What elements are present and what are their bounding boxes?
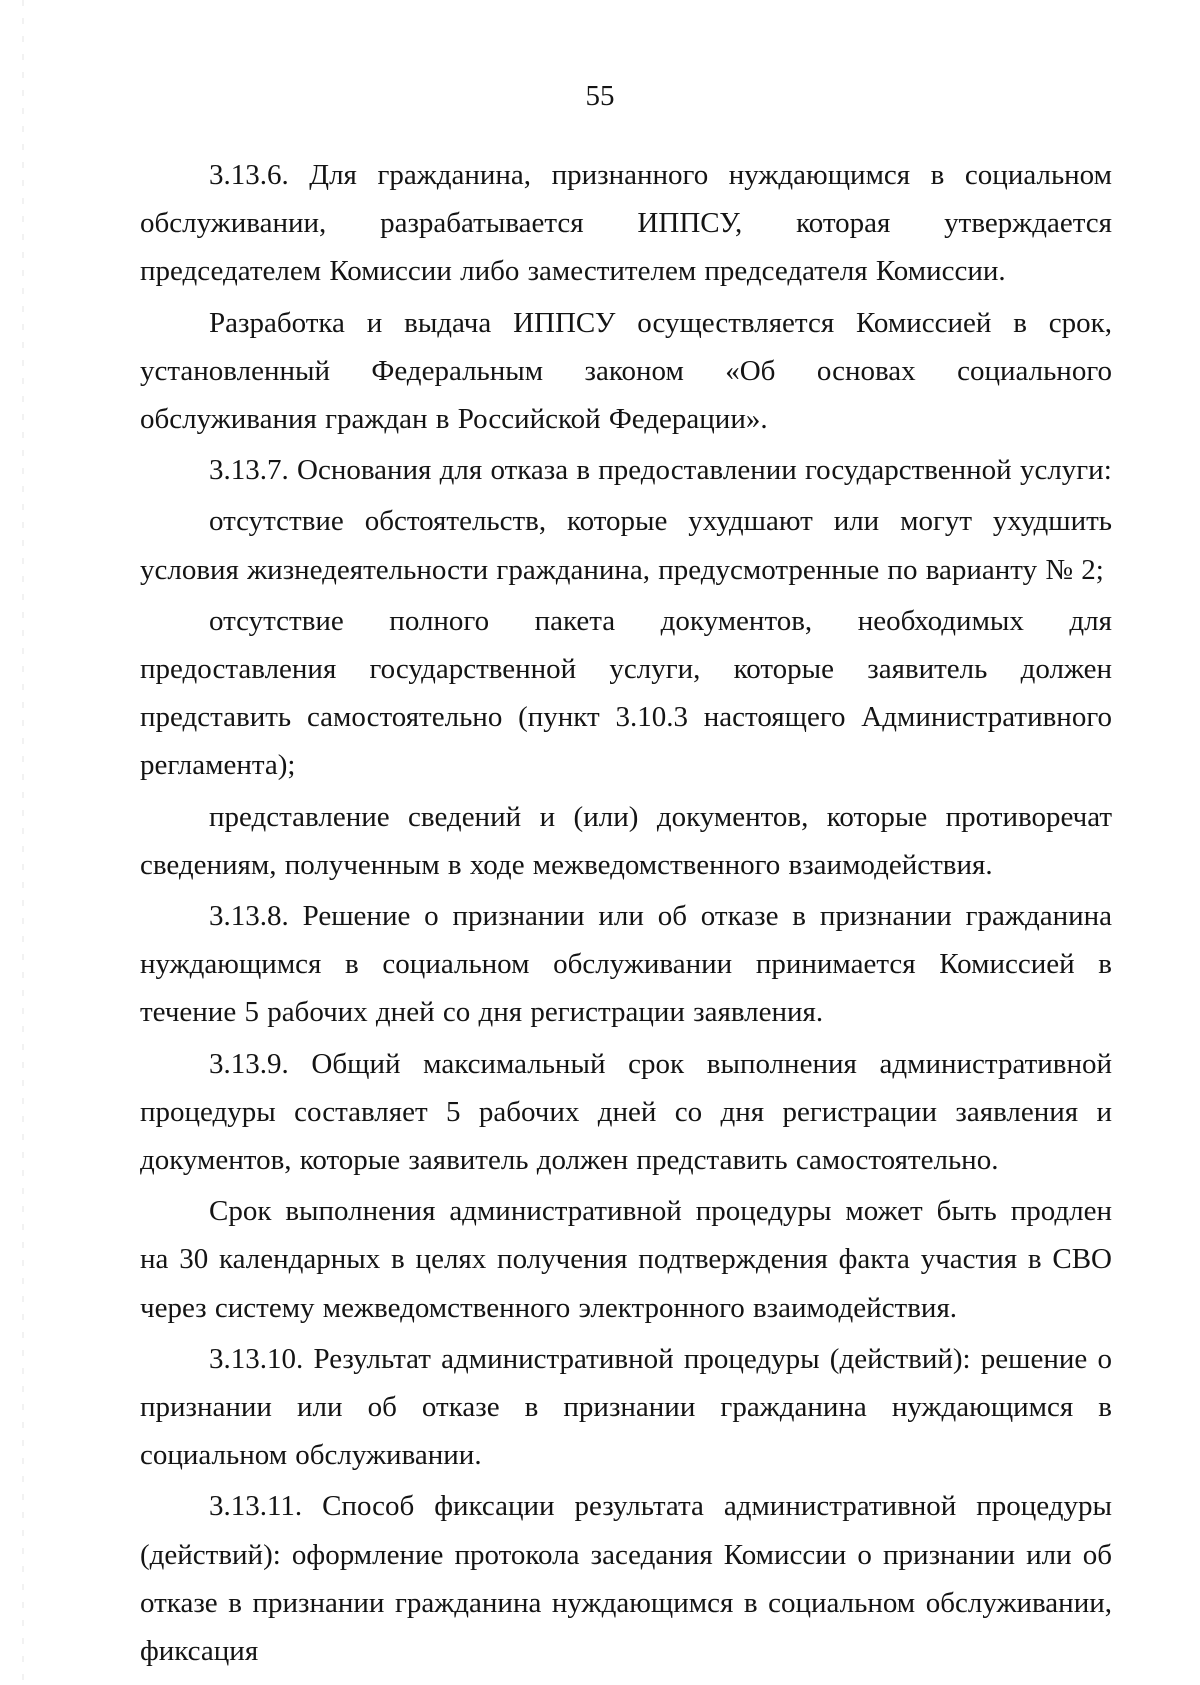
paragraph-3-13-10: 3.13.10. Результат административной процедуры (действий): решение о признании или об отказе в признании гражданина нуждающимся в социальном обслуживании. bbox=[140, 1342, 1112, 1472]
paragraph-refusal-reason-1: отсутствие обстоятельств, которые ухудшают или могут ухудшить условия жизнедеятельности гражданина, предусмотренные по варианту № 2; bbox=[140, 505, 1112, 586]
paragraph-3-13-7: 3.13.7. Основания для отказа в предоставлении государственной услуги: bbox=[209, 454, 1112, 487]
paragraph-refusal-reason-2: отсутствие полного пакета документов, необходимых для предоставления государственной услуги, которые заявитель должен представить самостоятельно (пункт 3.10.3 настоящего Административного регламента); bbox=[140, 604, 1112, 782]
paragraph-3-13-9: 3.13.9. Общий максимальный срок выполнения административной процедуры составляет 5 рабочих дней со дня регистрации заявления и документов, которые заявитель должен представить самостоятельно. bbox=[140, 1047, 1112, 1177]
paragraph-3-13-6: 3.13.6. Для гражданина, признанного нуждающимся в социальном обслуживании, разрабатывается ИППСУ, которая утверждается председателем Комиссии либо заместителем председателя Комиссии. bbox=[140, 159, 1112, 288]
paragraph-3-13-11: 3.13.11. Способ фиксации результата административной процедуры (действий): оформление протокола заседания Комиссии о признании или об отказе в признании гражданина нуждающимся в социальном обслуживании, фиксация bbox=[140, 1490, 1112, 1668]
paragraph-term-extension: Срок выполнения административной процедуры может быть продлен на 30 календарных в целях получения подтверждения факта участия в СВО через систему межведомственного электронного взаимодействия. bbox=[140, 1195, 1112, 1324]
document-body bbox=[140, 151, 1112, 1678]
paragraph-3-13-8: 3.13.8. Решение о признании или об отказе в признании гражданина нуждающимся в социальном обслуживании принимается Комиссией в течение 5 рабочих дней со дня регистрации заявления. bbox=[140, 900, 1112, 1029]
scan-edge-mark bbox=[22, 0, 24, 1685]
page-number: 55 bbox=[585, 80, 615, 112]
paragraph-ippsu-development: Разработка и выдача ИППСУ осуществляется Комиссией в срок, установленный Федеральным законом «Об основах социального обслуживания граждан в Российской Федерации». bbox=[140, 306, 1112, 436]
paragraph-refusal-reason-3: представление сведений и (или) документов, которые противоречат сведениям, полученным в ходе межведомственного взаимодействия. bbox=[140, 800, 1112, 881]
